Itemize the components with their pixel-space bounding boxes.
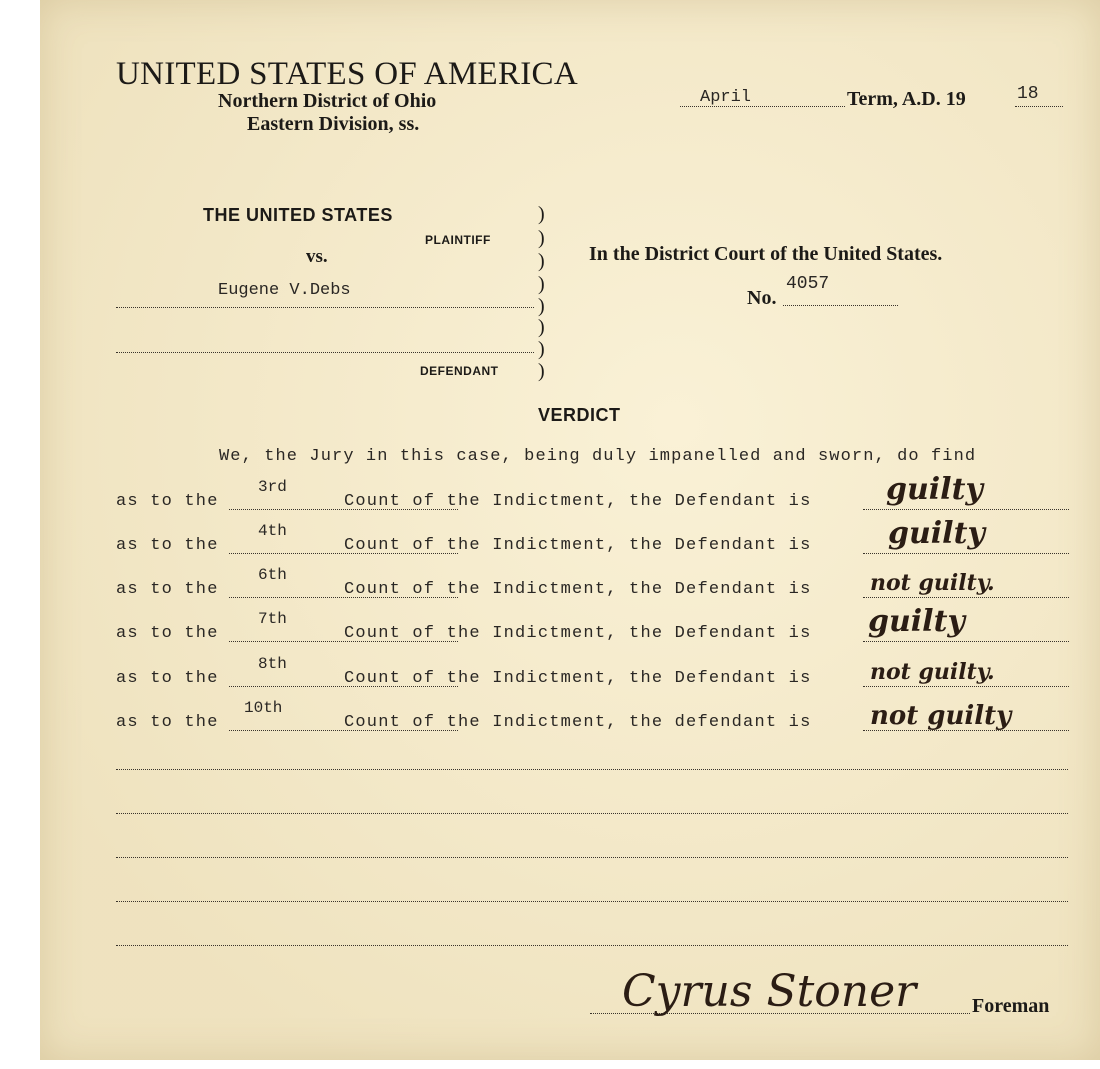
case-number-line [783, 305, 898, 306]
finding-line [863, 686, 1069, 687]
foreman-signature: Cyrus Stoner [622, 966, 917, 1017]
count-ordinal: 4th [258, 522, 287, 540]
blank-line [116, 769, 1068, 770]
as-to-the-label: as to the [116, 536, 219, 555]
count-ordinal: 6th [258, 566, 287, 584]
finding-line [863, 553, 1069, 554]
count-ordinal: 10th [244, 699, 283, 717]
finding-line [863, 597, 1069, 598]
division-line: Eastern Division, ss. [247, 113, 420, 135]
count-row [116, 655, 1076, 699]
finding-line [863, 509, 1069, 510]
plaintiff-label: PLAINTIFF [425, 233, 491, 247]
document-heading: UNITED STATES OF AMERICA [116, 56, 578, 92]
finding-line [863, 641, 1069, 642]
case-number-label: No. [747, 287, 777, 309]
count-text: Count of the Indictment, the Defendant is [344, 492, 812, 511]
verdict-intro: We, the Jury in this case, being duly impanelled and sworn, do find [219, 447, 977, 466]
as-to-the-label: as to the [116, 580, 219, 599]
case-number: 4057 [786, 274, 830, 294]
term-month: April [700, 88, 752, 107]
verdict-title: VERDICT [538, 405, 621, 425]
count-text: Count of the Indictment, the Defendant is [344, 669, 812, 688]
blank-line [116, 945, 1068, 946]
blank-line [116, 901, 1068, 902]
as-to-the-label: as to the [116, 713, 219, 732]
count-finding: guilty [888, 516, 985, 551]
count-finding: not guilty [870, 701, 1012, 731]
count-ordinal: 7th [258, 610, 287, 628]
defendant-label: DEFENDANT [420, 364, 499, 378]
count-text: Count of the Indictment, the defendant is [344, 713, 812, 732]
count-text: Count of the Indictment, the Defendant is [344, 536, 812, 555]
term-label: Term, A.D. 19 [847, 88, 966, 110]
versus: vs. [306, 246, 328, 267]
defendant-name: Eugene V.Debs [218, 281, 351, 300]
defendant-line-2 [116, 352, 534, 353]
blank-line [116, 857, 1068, 858]
count-row [116, 604, 1076, 654]
foreman-title: Foreman [972, 995, 1050, 1017]
count-finding: not guilty. [870, 659, 995, 685]
count-finding: not guilty. [870, 570, 995, 596]
as-to-the-label: as to the [116, 492, 219, 511]
as-to-the-label: as to the [116, 624, 219, 643]
defendant-line-1 [116, 307, 534, 308]
count-row [116, 516, 1076, 566]
district-line: Northern District of Ohio [218, 90, 437, 112]
plaintiff-name: THE UNITED STATES [203, 205, 393, 225]
blank-line [116, 813, 1068, 814]
count-ordinal: 8th [258, 655, 287, 673]
count-finding: guilty [868, 604, 965, 639]
count-text: Count of the Indictment, the Defendant is [344, 624, 812, 643]
court-name: In the District Court of the United States. [589, 243, 943, 265]
count-row [116, 699, 1076, 743]
term-year-line [1015, 106, 1063, 107]
as-to-the-label: as to the [116, 669, 219, 688]
count-ordinal: 3rd [258, 478, 287, 496]
count-finding: guilty [886, 472, 983, 507]
count-text: Count of the Indictment, the Defendant is [344, 580, 812, 599]
term-year: 18 [1017, 84, 1039, 104]
